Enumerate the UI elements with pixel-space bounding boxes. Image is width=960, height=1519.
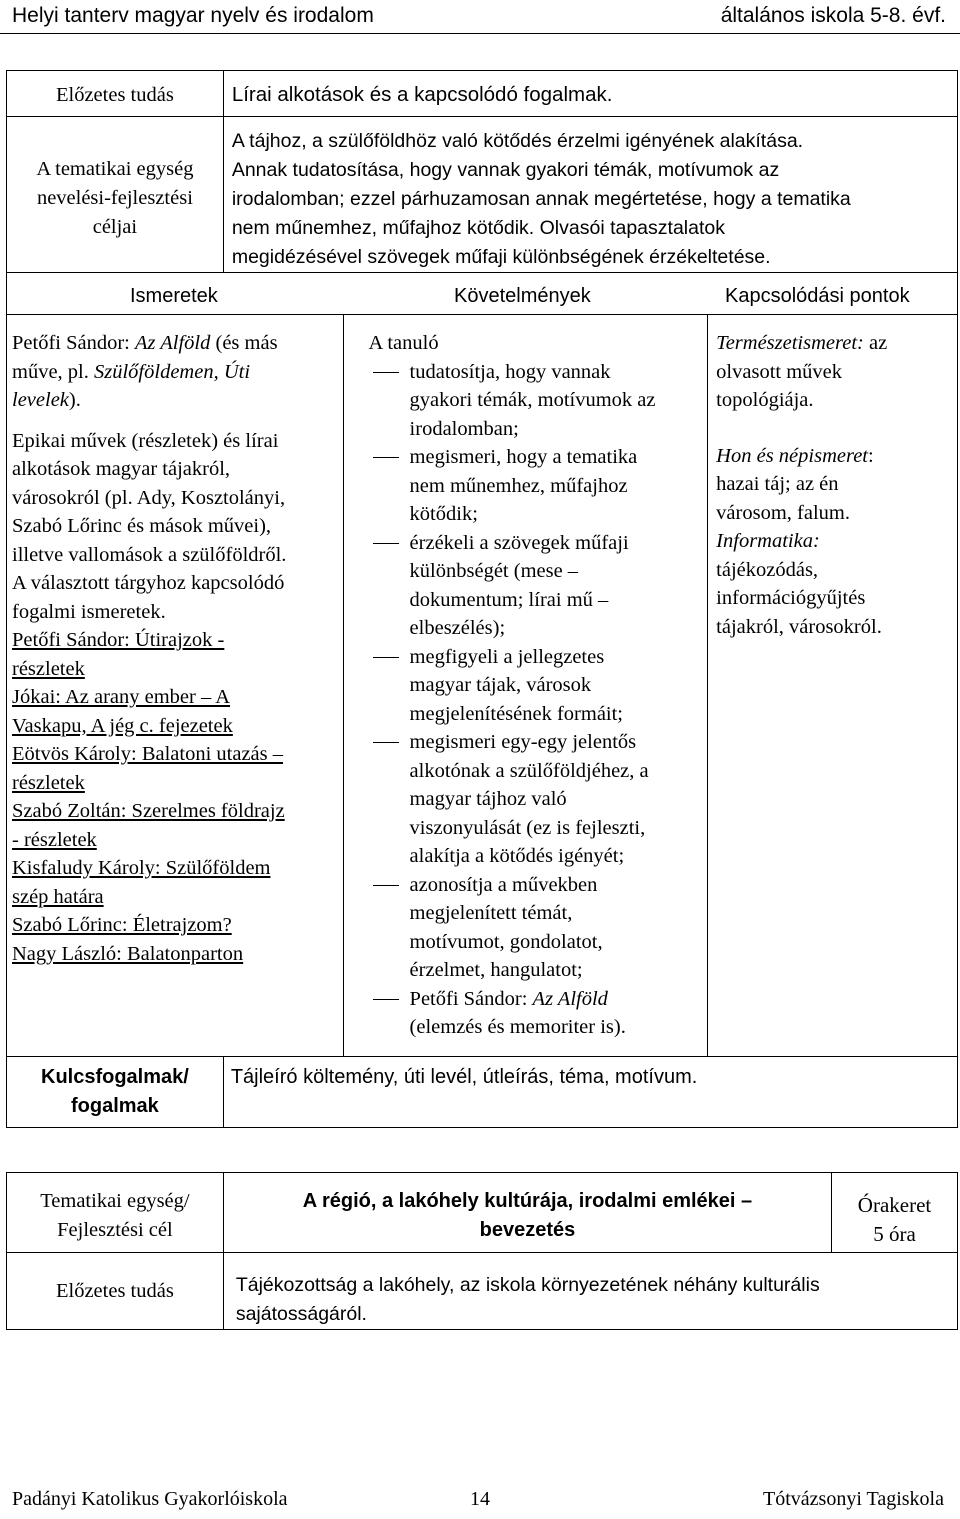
knowledge-cell bbox=[7, 315, 344, 1057]
reading-link[interactable]: részletek bbox=[12, 657, 85, 680]
header-grade-range: általános iskola 5-8. évf. bbox=[720, 4, 946, 27]
prior-knowledge-text: Lírai alkotások és a kapcsolódó fogalmak. bbox=[223, 71, 957, 117]
requirements-cell bbox=[343, 315, 708, 1057]
page-number: 14 bbox=[470, 1488, 490, 1510]
link-group-science: Természetismeret: az olvasott művek topológiája. bbox=[716, 332, 888, 411]
reading-link[interactable]: Vaskapu, A jég c. fejezetek bbox=[12, 714, 233, 737]
reading-link[interactable]: Szabó Lőrinc: Életrajzom? bbox=[12, 914, 232, 936]
knowledge-epic-works: Epikai művek (részletek) és lírai alkotások magyar tájakról, városokról (pl. Ady, Kosztolányi, Szabó Lőrinc és mások művei), illetve vallomások a szülőföldről. A választott tárgyhoz kapcsolódó fogalmi ismeretek. bbox=[12, 429, 287, 623]
requirement-item: Petőfi Sándor: Az Alföld (elemzés és memoriter is). bbox=[369, 985, 708, 1042]
requirement-item: megismeri egy-egy jelentős alkotónak a szülőföldjéhez, a magyar tájhoz való viszonyulását (ez is fejleszti, alakítja a kötődés igényét; bbox=[369, 728, 708, 871]
reading-link[interactable]: Nagy László: Balatonparton bbox=[12, 942, 244, 965]
topic-title: A régió, a lakóhely kultúrája, irodalmi emlékei – bevezetés bbox=[223, 1173, 831, 1253]
reading-link[interactable]: Kisfaludy Károly: Szülőföldem bbox=[12, 857, 271, 879]
requirements-intro: A tanuló bbox=[368, 332, 439, 354]
reading-link[interactable]: - részletek bbox=[12, 828, 97, 851]
column-headers-row bbox=[7, 273, 958, 315]
links-cell bbox=[708, 315, 958, 1057]
header-rule bbox=[0, 33, 960, 34]
reading-link[interactable]: Szabó Zoltán: Szerelmes földrajz bbox=[12, 800, 285, 822]
reading-link[interactable]: részletek bbox=[12, 771, 85, 794]
col-header-links: Kapcsolódási pontok bbox=[725, 285, 910, 307]
col-header-knowledge: Ismeretek bbox=[130, 285, 218, 307]
footer-school: Padányi Katolikus Gyakorlóiskola bbox=[12, 1488, 288, 1510]
link-group-informatics: Informatika: tájékozódás, információgyűjtés tájakról, városokról. bbox=[716, 530, 882, 638]
link-group-heritage: Hon és népismeret: hazai táj; az én városom, falum. bbox=[716, 444, 874, 524]
requirement-item: megfigyeli a jellegzetes magyar tájak, városok megjelenítésének formáit; bbox=[369, 643, 708, 729]
reading-link[interactable]: Eötvös Károly: Balatoni utazás – bbox=[12, 743, 283, 765]
col-header-requirements: Követelmények bbox=[454, 285, 591, 307]
unit2-table bbox=[6, 1172, 958, 1330]
requirement-item: megismeri, hogy a tematika nem műnemhez, műfajhoz kötődik; bbox=[369, 443, 708, 529]
keywords-label: Kulcsfogalmak/ fogalmak bbox=[7, 1057, 224, 1128]
reading-link[interactable]: Petőfi Sándor: Útirajzok - bbox=[12, 629, 225, 651]
header-document-title: Helyi tanterv magyar nyelv és irodalom bbox=[12, 4, 374, 27]
reading-list bbox=[12, 626, 343, 968]
goals-text: A tájhoz, a szülőföldhöz való kötődés érzelmi igényének alakítása. Annak tudatosítása, hogy vannak gyakori témák, motívumok az irodalomban; ezzel párhuzamosan annak megértetése, hogy a tematika nem műnemhez, műfajhoz kötődik. Olvasói tapasztalatok megidézésével szövegek műfaji különbségének érzékeltetése. bbox=[223, 117, 957, 273]
requirement-item: tudatosítja, hogy vannak gyakori témák, motívumok az irodalomban; bbox=[369, 358, 708, 444]
prior-knowledge-label: Előzetes tudás bbox=[7, 71, 224, 117]
prior-knowledge-label-2: Előzetes tudás bbox=[7, 1253, 224, 1330]
goals-label: A tematikai egység nevelési-fejlesztési céljai bbox=[7, 117, 224, 273]
keywords-text: Tájleíró költemény, úti levél, útleírás, téma, motívum. bbox=[223, 1057, 957, 1128]
hours-label: Órakeret bbox=[857, 1193, 932, 1217]
requirement-item: érzékeli a szövegek műfaji különbségét (mese – dokumentum; lírai mű – elbeszélés); bbox=[369, 529, 708, 643]
requirement-item: azonosítja a művekben megjelenített témát, motívumot, gondolatot, érzelmet, hangulatot; bbox=[369, 871, 708, 985]
reading-link[interactable]: Jókai: Az arany ember – A bbox=[12, 686, 231, 708]
reading-link[interactable]: szép határa bbox=[12, 885, 104, 908]
hours-value: 5 óra bbox=[873, 1222, 916, 1246]
hours-cell bbox=[832, 1173, 958, 1253]
unit1-table bbox=[6, 70, 958, 1128]
knowledge-intro: Petőfi Sándor: Az Alföld (és más műve, pl. Szülőföldemen, Úti levelek). bbox=[12, 332, 278, 411]
footer-branch: Tótvázsonyi Tagiskola bbox=[763, 1488, 944, 1510]
prior-knowledge-text-2: Tájékozottság a lakóhely, az iskola környezetének néhány kulturális sajátosságáról. bbox=[223, 1253, 957, 1330]
topic-label: Tematikai egység/ Fejlesztési cél bbox=[7, 1173, 224, 1253]
